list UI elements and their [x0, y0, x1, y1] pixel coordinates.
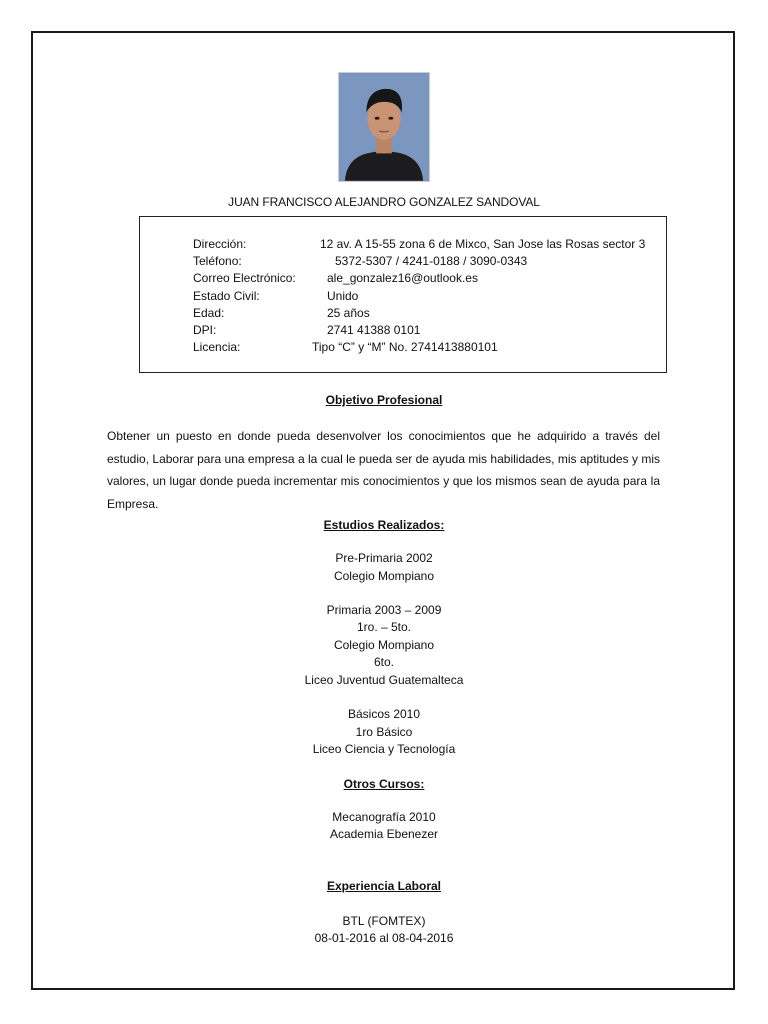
contact-value: ale_gonzalez16@outlook.es — [327, 271, 478, 285]
contact-label: Dirección: — [193, 237, 247, 251]
contact-label: Estado Civil: — [193, 289, 260, 303]
study-line: Colegio Mompiano — [333, 569, 435, 583]
contact-value: Tipo “C” y “M” No. 2741413880101 — [312, 340, 498, 354]
contact-label: Edad: — [193, 306, 225, 320]
contact-value: Unido — [327, 289, 359, 303]
contact-value: 2741 41388 0101 — [327, 323, 421, 337]
study-line: Liceo Ciencia y Tecnología — [312, 742, 456, 756]
contact-value: 5372-5307 / 4241-0188 / 3090-0343 — [335, 254, 528, 268]
study-line: Básicos 2010 — [347, 707, 421, 721]
experience-heading: Experiencia Laboral — [326, 879, 442, 893]
objective-heading: Objetivo Profesional — [325, 393, 443, 407]
contact-value: 25 años — [327, 306, 370, 320]
course-line: Mecanografía 2010 — [332, 810, 436, 824]
courses-heading: Otros Cursos: — [343, 777, 425, 791]
contact-value: 12 av. A 15-55 zona 6 de Mixco, San Jose las Rosas sector 3 — [320, 237, 646, 251]
study-line: 6to. — [373, 655, 394, 669]
study-line: Liceo Juventud Guatemalteca — [304, 673, 464, 687]
candidate-name: JUAN FRANCISCO ALEJANDRO GONZALEZ SANDOVAL — [228, 195, 540, 209]
experience-line: BTL (FOMTEX) — [342, 914, 426, 928]
course-line: Academia Ebenezer — [329, 827, 439, 841]
study-line: Colegio Mompiano — [333, 638, 435, 652]
experience-line: 08-01-2016 al 08-04-2016 — [314, 931, 454, 945]
contact-label: Correo Electrónico: — [193, 271, 296, 285]
study-line: 1ro. – 5to. — [356, 620, 412, 634]
contact-label: DPI: — [193, 323, 217, 337]
profile-photo — [338, 72, 430, 182]
objective-text: Obtener un puesto en donde pueda desenvolver los conocimientos que he adquirido a través del estudio, Laborar para una empresa a la cual le pueda ser de ayuda mis habilidades, mis aptitudes y mis valores, un lugar donde pueda incrementar mis conocimientos y que los mismos sean de ayuda para la Empresa. — [107, 429, 660, 511]
contact-label: Licencia: — [193, 340, 241, 354]
contact-label: Teléfono: — [193, 254, 242, 268]
study-line: 1ro Básico — [355, 725, 413, 739]
studies-heading: Estudios Realizados: — [323, 518, 445, 532]
study-line: Primaria 2003 – 2009 — [326, 603, 442, 617]
study-line: Pre-Primaria 2002 — [335, 551, 433, 565]
